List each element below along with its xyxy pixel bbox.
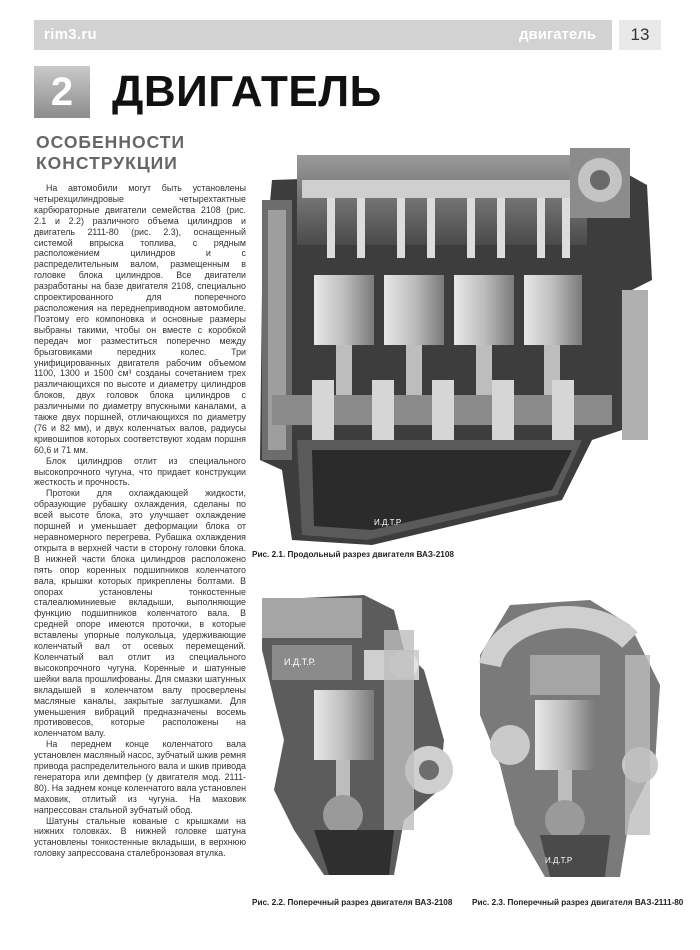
section-subheading [36, 132, 185, 174]
subheading-line-1: ОСОБЕННОСТИ [36, 132, 186, 152]
figure-cross-section-2108 [254, 590, 466, 880]
figure-stamp: И.Д.Т.Р [545, 856, 573, 865]
paragraph: На автомобили могут быть установлены четырехцилиндровые четырехтактные карбюраторные двигатели семейства 2108 (рис. 2.1 и 2.2) различного объема цилиндров и двигатель 2111-80 (рис. 2.3), оснащенный системой впрыска топлива, с рядным расположением цилиндров и с распределительным валом, размещенным в головке блока цилиндров. Все двигатели разработаны на базе двигателя 2108, специально спроектированного для поперечного расположения на переднеприводном автомобиле. Поэтому его компоновка и основные размеры выбраны такими, чтобы он вместе с коробкой передач мог разместиться поперечно между брызговиками передних колес. Три унифицированных двигателя рабочим объемом 1100, 1300 и 1500 см³ созданы сочетанием трех различающихся по высоте и диаметру цилиндров блоков, двух головок блока цилиндров с различными по диаметру впускными каналами, а также двух поршней, отличающихся по диаметру (76 и 82 мм), и двух коленчатых валов, радиусы кривошипов которых соответствуют ходам поршня 60,6 и 71 мм. [34, 183, 246, 455]
figure-caption: Рис. 2.1. Продольный разрез двигателя ВАЗ-2108 [252, 550, 454, 559]
chapter-number-badge [34, 66, 90, 118]
paragraph: Протоки для охлаждающей жидкости, образующие рубашку охлаждения, сделаны по всей высоте блока, это улучшает охлаждение поршней и уменьшает деформации блока от неравномерного перегрева. Рубашка охлаждения открыта в верхней части в сторону головки блока. В нижней части блока цилиндров расположено пять опор коренных подшипников коленчатого вала, крышки которых прикреплены болтами. В опорах установлены тонкостенные сталеалюминиевые вкладыши, выполняющие функцию подшипников коленчатого вала. В средней опоре имеются проточки, в которые вставлены упорные полукольца, удерживающие коленчатый вал от осевых перемещений. Коленчатый вал отлит из специального высокопрочного чугуна. Коренные и шатунные шейки вала прошлифованы. Для смазки шатунных вкладышей в коленчатом валу просверлены масляные каналы, закрытые заглушками. Для уменьшения вибраций предназначены восемь противовесов, которые расположены на коленчатом валу. [34, 488, 246, 739]
paragraph: Блок цилиндров отлит из специального высокопрочного чугуна, что придает конструкции жесткость и прочность. [34, 455, 246, 488]
figure-cross-section-2111-80 [470, 595, 670, 880]
section-tag: двигатель [519, 26, 596, 43]
figure-caption: Рис. 2.3. Поперечный разрез двигателя ВАЗ-2111-80 [472, 898, 684, 907]
body-text [34, 183, 246, 859]
chapter-number: 2 [50, 70, 74, 114]
chapter-title: ДВИГАТЕЛЬ [112, 67, 382, 116]
page-number: 13 [630, 25, 650, 44]
figure-longitudinal-section [252, 140, 664, 548]
subheading-line-2: КОНСТРУКЦИИ [36, 153, 178, 173]
figure-stamp: И.Д.Т.Р. [284, 657, 316, 667]
paragraph: Шатуны стальные кованые с крышками на нижних головках. В нижней головке шатуна установлены тонкостенные вкладыши, в верхнюю головку запрессована сталебронзовая втулка. [34, 815, 246, 859]
figure-caption: Рис. 2.2. Поперечный разрез двигателя ВАЗ-2108 [252, 898, 453, 907]
figure-stamp: И.Д.Т.Р [374, 518, 402, 527]
page-number-box [616, 20, 661, 50]
site-url: rim3.ru [44, 26, 97, 43]
paragraph: На переднем конце коленчатого вала установлен масляный насос, зубчатый шкив ремня привода распределительного вала и шкив привода генератора или демпфер (у двигателя мод. 2111-80). На заднем конце коленчатого вала установлен маховик, отлитый из чугуна. На маховик напрессован стальной зубчатый обод. [34, 739, 246, 815]
